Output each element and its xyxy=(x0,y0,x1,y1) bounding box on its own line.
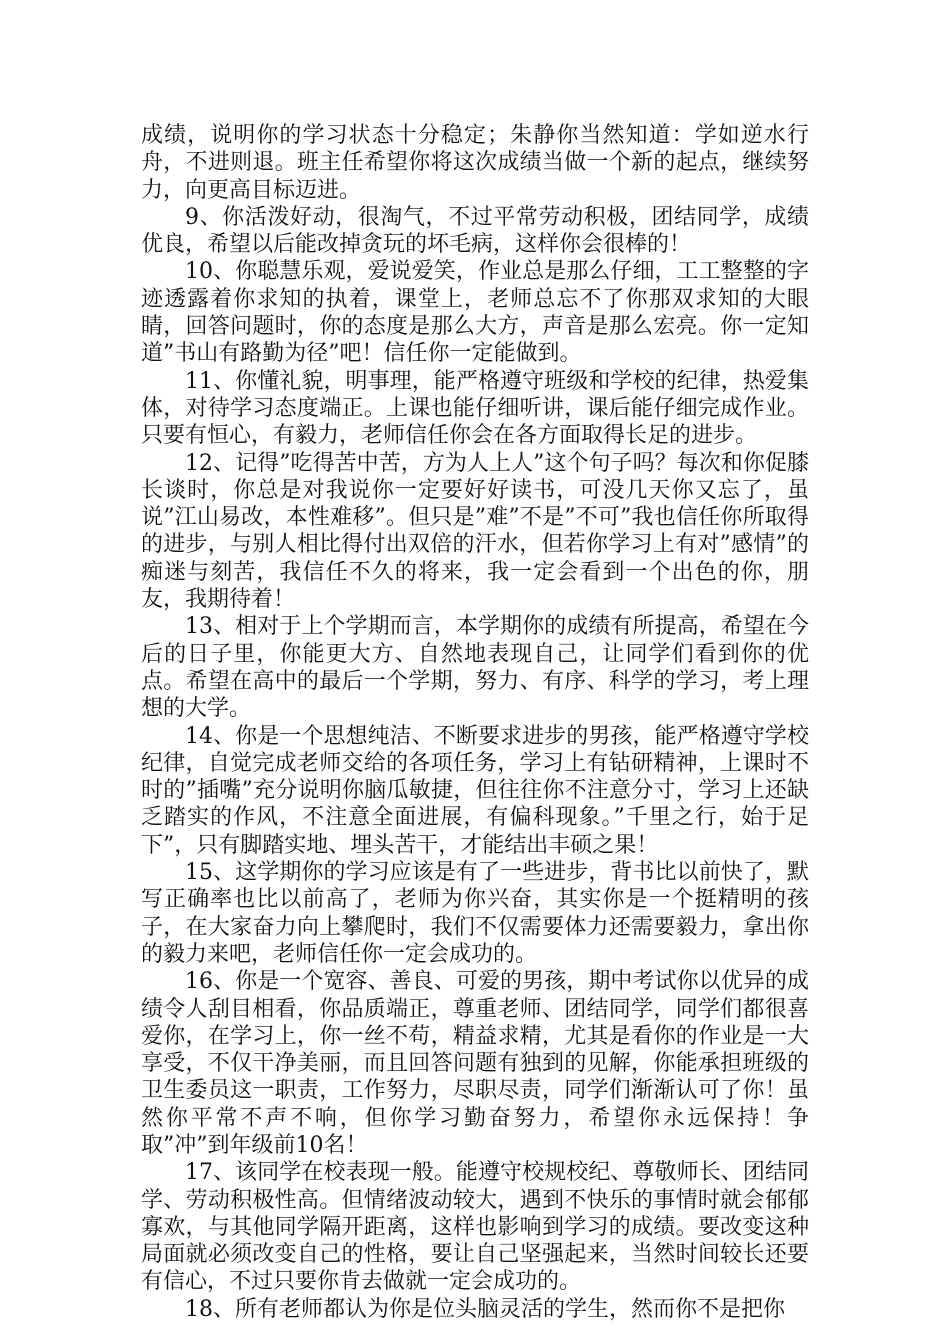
paragraph-continued: 成绩，说明你的学习状态十分稳定；朱静你当然知道：学如逆水行舟，不进则退。班主任希望你将这次成绩当做一个新的起点，继续努力，向更高目标迈进。 xyxy=(141,123,809,203)
document-body xyxy=(141,122,809,1323)
paragraph-11: 11、你懂礼貌，明事理，能严格遵守班级和学校的纪律，热爱集体，对待学习态度端正。上课也能仔细听讲，课后能仔细完成作业。只要有恒心，有毅力，老师信任你会在各方面取得长足的进步。 xyxy=(141,368,809,449)
paragraph-13: 13、相对于上个学期而言，本学期你的成绩有所提高，希望在今后的日子里，你能更大方、自然地表现自己，让同学们看到你的优点。希望在高中的最后一个学期，努力、有序、科学的学习，考上理想的大学。 xyxy=(141,614,809,722)
paragraph-12: 12、记得”吃得苦中苦，方为人上人”这个句子吗？每次和你促膝长谈时，你总是对我说你一定要好好读书，可没几天你又忘了，虽说”江山易改，本性难移”。但只是”难”不是”不可”我也信任你所取得的进步，与别人相比得付出双倍的汗水，但若你学习上有对”感情”的痴迷与刻苦，我信任不久的将来，我一定会看到一个出色的你，朋友，我期待着！ xyxy=(141,450,809,613)
paragraph-10: 10、你聪慧乐观，爱说爱笑，作业总是那么仔细，工工整整的字迹透露着你求知的执着，课堂上，老师总忘不了你那双求知的大眼睛，回答问题时，你的态度是那么大方，声音是那么宏亮。你一定知道”书山有路勤为径”吧！信任你一定能做到。 xyxy=(141,259,809,367)
paragraph-15: 15、这学期你的学习应该是有了一些进步，背书比以前快了，默写正确率也比以前高了，老师为你兴奋，其实你是一个挺精明的孩子，在大家奋力向上攀爬时，我们不仅需要体力还需要毅力，拿出你的毅力来吧，老师信任你一定会成功的。 xyxy=(141,860,809,967)
paragraph-18: 18、所有老师都认为你是位头脑灵活的学生，然而你不是把你 xyxy=(185,1296,785,1322)
paragraph-17: 17、该同学在校表现一般。能遵守校规校纪、尊敬师长、团结同学、劳动积极性高。但情绪波动较大，遇到不快乐的事情时就会郁郁寡欢，与其他同学隔开距离，这样也影响到学习的成绩。要改变这种局面就必须改变自己的性格，要让自己坚强起来，当然时间较长还要有信心，不过只要你肯去做就一定会成功的。 xyxy=(141,1160,809,1295)
paragraph-16: 16、你是一个宽容、善良、可爱的男孩，期中考试你以优异的成绩令人刮目相看，你品质端正，尊重老师、团结同学，同学们都很喜爱你，在学习上，你一丝不苟，精益求精，尤其是看你的作业是一大享受，不仅干净美丽，而且回答问题有独到的见解，你能承担班级的卫生委员这一职责，工作努力，尽职尽责，同学们渐渐认可了你！虽然你平常不声不响，但你学习勤奋努力，希望你永远保持！争取”冲”到年级前10名！ xyxy=(141,969,809,1158)
paragraph-9: 9、你活泼好动，很淘气，不过平常劳动积极，团结同学，成绩优良，希望以后能改掉贪玩的坏毛病，这样你会很棒的！ xyxy=(141,204,809,258)
paragraph-14: 14、你是一个思想纯洁、不断要求进步的男孩，能严格遵守学校纪律，自觉完成老师交给的各项任务，学习上有钻研精神，上课时不时的”插嘴”充分说明你脑瓜敏捷，但往往你不注意分寸，学习上还缺乏踏实的作风，不注意全面进展，有偏科现象。”千里之行，始于足下”，只有脚踏实地、埋头苦干，才能结出丰硕之果！ xyxy=(141,723,809,858)
